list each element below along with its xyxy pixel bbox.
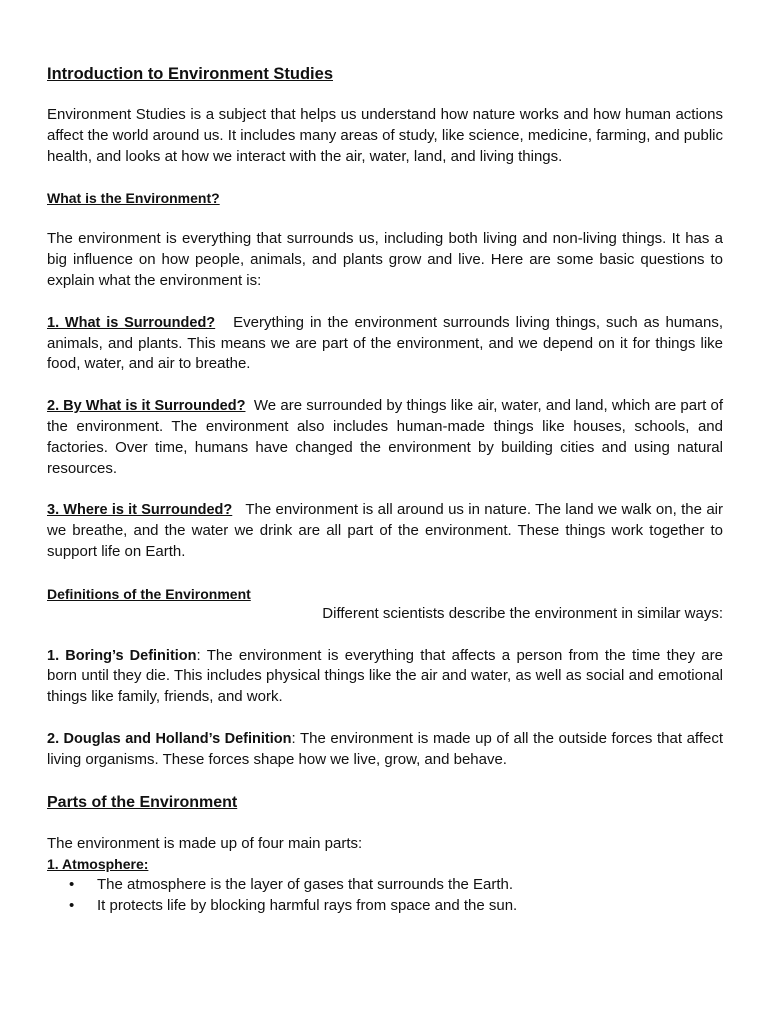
definition-lead: 1. Boring’s Definition [47, 647, 197, 664]
question-text: Everything in the environment surrounds living things, such as humans, animals, and plants. This means we are part of the environment, and we depend on it for things like food, water, and air to breathe. [47, 313, 723, 373]
list-item-text: It protects life by blocking harmful rays from space and the sun. [97, 897, 518, 915]
what-is-environment-heading: What is the Environment? [47, 190, 220, 207]
list-item-text: The atmosphere is the layer of gases that surrounds the Earth. [97, 876, 514, 894]
definition-lead: 2. Douglas and Holland’s Definition [47, 730, 292, 747]
bullet-icon: • [69, 876, 75, 894]
question-text: We are surrounded by things like air, water, and land, which are part of the environment. The environment also includes human-made things like houses, schools, and factories. Over time, humans have changed the environment by building cities and using natural resources. [47, 397, 723, 477]
question-lead: 1. What is Surrounded? [47, 314, 216, 331]
atmosphere-heading: 1. Atmosphere: [47, 856, 149, 873]
definition-douglas-holland [47, 729, 723, 771]
definitions-heading: Definitions of the Environment [47, 585, 251, 602]
document-title: Introduction to Environment Studies [47, 65, 333, 83]
question-text: The environment is all around us in nature. The land we walk on, the air we breathe, and the water we drink are all part of the environment. These things work together to support life on Earth. [47, 501, 723, 560]
bullet-icon: • [69, 897, 75, 915]
list-item [69, 874, 723, 895]
definition-text: : The environment is made up of all the outside forces that affect living organisms. These forces shape how we live, grow, and behave. [47, 729, 723, 768]
list-item [69, 895, 723, 916]
document-page [47, 62, 723, 916]
definitions-intro: Different scientists describe the environment in similar ways: [322, 604, 723, 622]
atmosphere-bullet-list [47, 874, 723, 916]
question-where-surrounded [47, 500, 723, 562]
question-what-is-surrounded [47, 313, 723, 375]
parts-heading: Parts of the Environment [47, 793, 238, 811]
intro-paragraph: Environment Studies is a subject that helps us understand how nature works and how human actions affect the world around us. It includes many areas of study, like science, medicine, farming, and public health, and looks at how we interact with the air, water, land, and living things. [47, 106, 723, 165]
parts-intro: The environment is made up of four main parts: [47, 834, 363, 852]
question-lead: 2. By What is it Surrounded? [47, 398, 246, 415]
question-lead: 3. Where is it Surrounded? [47, 502, 233, 519]
what-is-environment-paragraph: The environment is everything that surrounds us, including both living and non-living things. It has a big influence on how people, animals, and plants grow and live. Here are some basic questions to explain what the environment is: [47, 230, 723, 289]
question-by-what-surrounded [47, 396, 723, 479]
definition-text: : The environment is everything that affects a person from the time they are born until they die. This includes physical things like the air and water, as well as social and emotional things like family, friends, and work. [47, 646, 723, 706]
definition-boring [47, 646, 723, 708]
